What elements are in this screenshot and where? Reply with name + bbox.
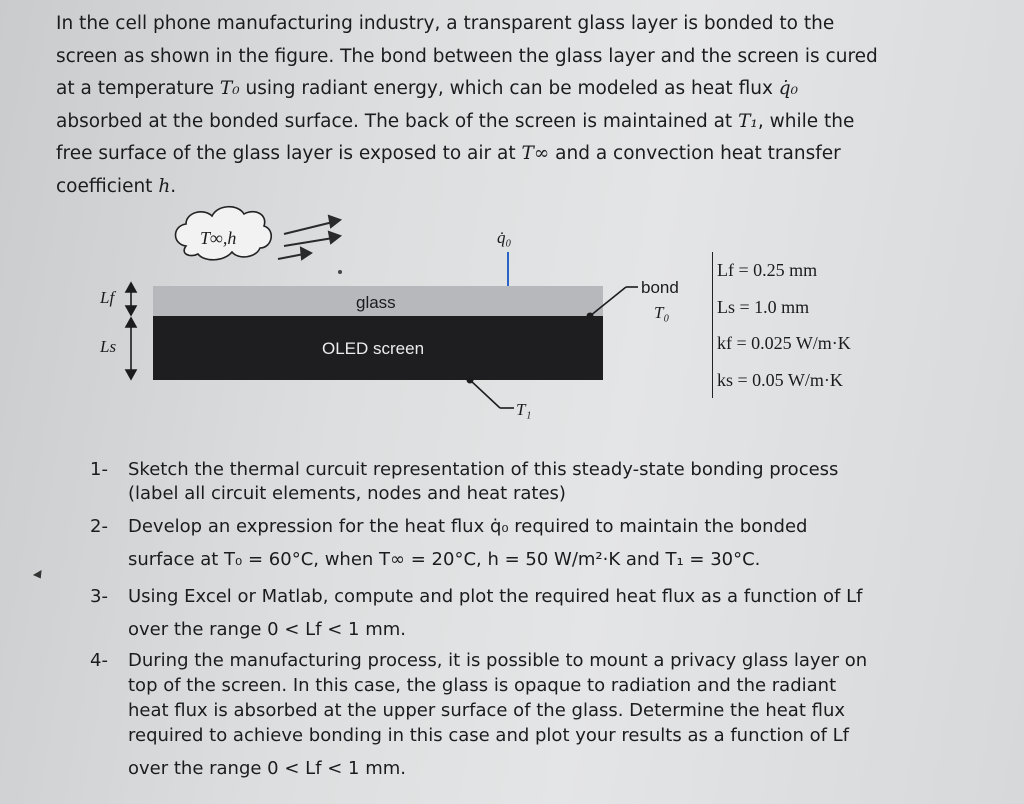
flux-label: q̇₀ (497, 228, 512, 247)
question-2-line-1: Develop an expression for the heat flux q̇₀ required to maintain the bonded (128, 516, 808, 537)
intro-line-6-a: coefficient (56, 175, 153, 197)
question-3-line-2: over the range 0 < Lf < 1 mm. (128, 619, 407, 640)
intro-line-1: In the cell phone manufacturing industry, a transparent glass layer is bonded to the (56, 13, 835, 34)
mark-dot (338, 270, 342, 274)
symbol-t1: T₁ (738, 110, 758, 132)
param-ls: Ls = 1.0 mm (717, 296, 810, 317)
bond-label: bond (641, 278, 679, 297)
intro-line-4-a: absorbed at the bonded surface. The back of the screen is maintained at (56, 110, 733, 132)
question-4-line-2: top of the screen. In this case, the glass is opaque to radiation and the radiant (128, 675, 837, 696)
question-2-number: 2- (90, 516, 108, 537)
question-1-line-2: (label all circuit elements, nodes and heat rates) (128, 483, 566, 504)
back-leader-line (470, 380, 500, 408)
symbol-q0: q̇₀ (778, 78, 799, 99)
question-2-line-2: surface at T₀ = 60°C, when T∞ = 20°C, h = 50 W/m²·K and T₁ = 30°C. (128, 549, 761, 570)
question-1-line-1: Sketch the thermal curcuit representation of this steady-state bonding process (128, 459, 839, 480)
cloud-label: T∞,h (200, 228, 237, 248)
intro-line-5-a: free surface of the glass layer is exposed to air at (56, 143, 516, 164)
question-4-line-5: over the range 0 < Lf < 1 mm. (128, 758, 407, 779)
intro-line-5-b: and a convection heat transfer (555, 143, 841, 164)
parameter-list (712, 252, 851, 398)
question-1-number: 1- (90, 459, 108, 480)
bond-point (587, 313, 594, 320)
question-3-number: 3- (90, 586, 108, 607)
question-4-line-4: required to achieve bonding in this case and plot your results as a function of Lf (128, 725, 850, 746)
question-4-line-3: heat flux is absorbed at the upper surface of the glass. Determine the heat flux (128, 700, 846, 721)
oled-screen-label: OLED screen (322, 339, 425, 358)
symbol-tinf: T∞ (521, 143, 550, 164)
question-3-line-1: Using Excel or Matlab, compute and plot the required heat flux as a function of Lf (128, 586, 863, 607)
intro-line-2: screen as shown in the figure. The bond between the glass layer and the screen is cured (56, 45, 878, 67)
question-4-line-1: During the manufacturing process, it is possible to mount a privacy glass layer on (128, 650, 868, 671)
intro-line-3-b: using radiant energy, which can be modeled as heat flux (245, 78, 773, 99)
intro-line-3-a: at a temperature (56, 78, 214, 99)
glass-label: glass (356, 293, 396, 312)
param-lf: Lf = 0.25 mm (717, 260, 818, 280)
ls-label: Ls (100, 337, 117, 356)
symbol-t0: T₀ (219, 78, 240, 99)
param-ks: ks = 0.05 W/m·K (717, 369, 843, 390)
intro-line-4-b: , while the (757, 110, 855, 132)
question-4-number: 4- (90, 650, 108, 671)
intro-line-6: coefficient h. (56, 175, 177, 197)
airflow-arrows-icon (278, 216, 340, 259)
lf-label: Lf (100, 288, 115, 307)
bond-temp-label: T₀ (654, 303, 670, 322)
thickness-arrows-icon (126, 283, 136, 379)
back-temp-label: T₁ (516, 400, 532, 419)
param-kf: kf = 0.025 W/m·K (717, 333, 851, 353)
symbol-h: h (158, 175, 171, 197)
